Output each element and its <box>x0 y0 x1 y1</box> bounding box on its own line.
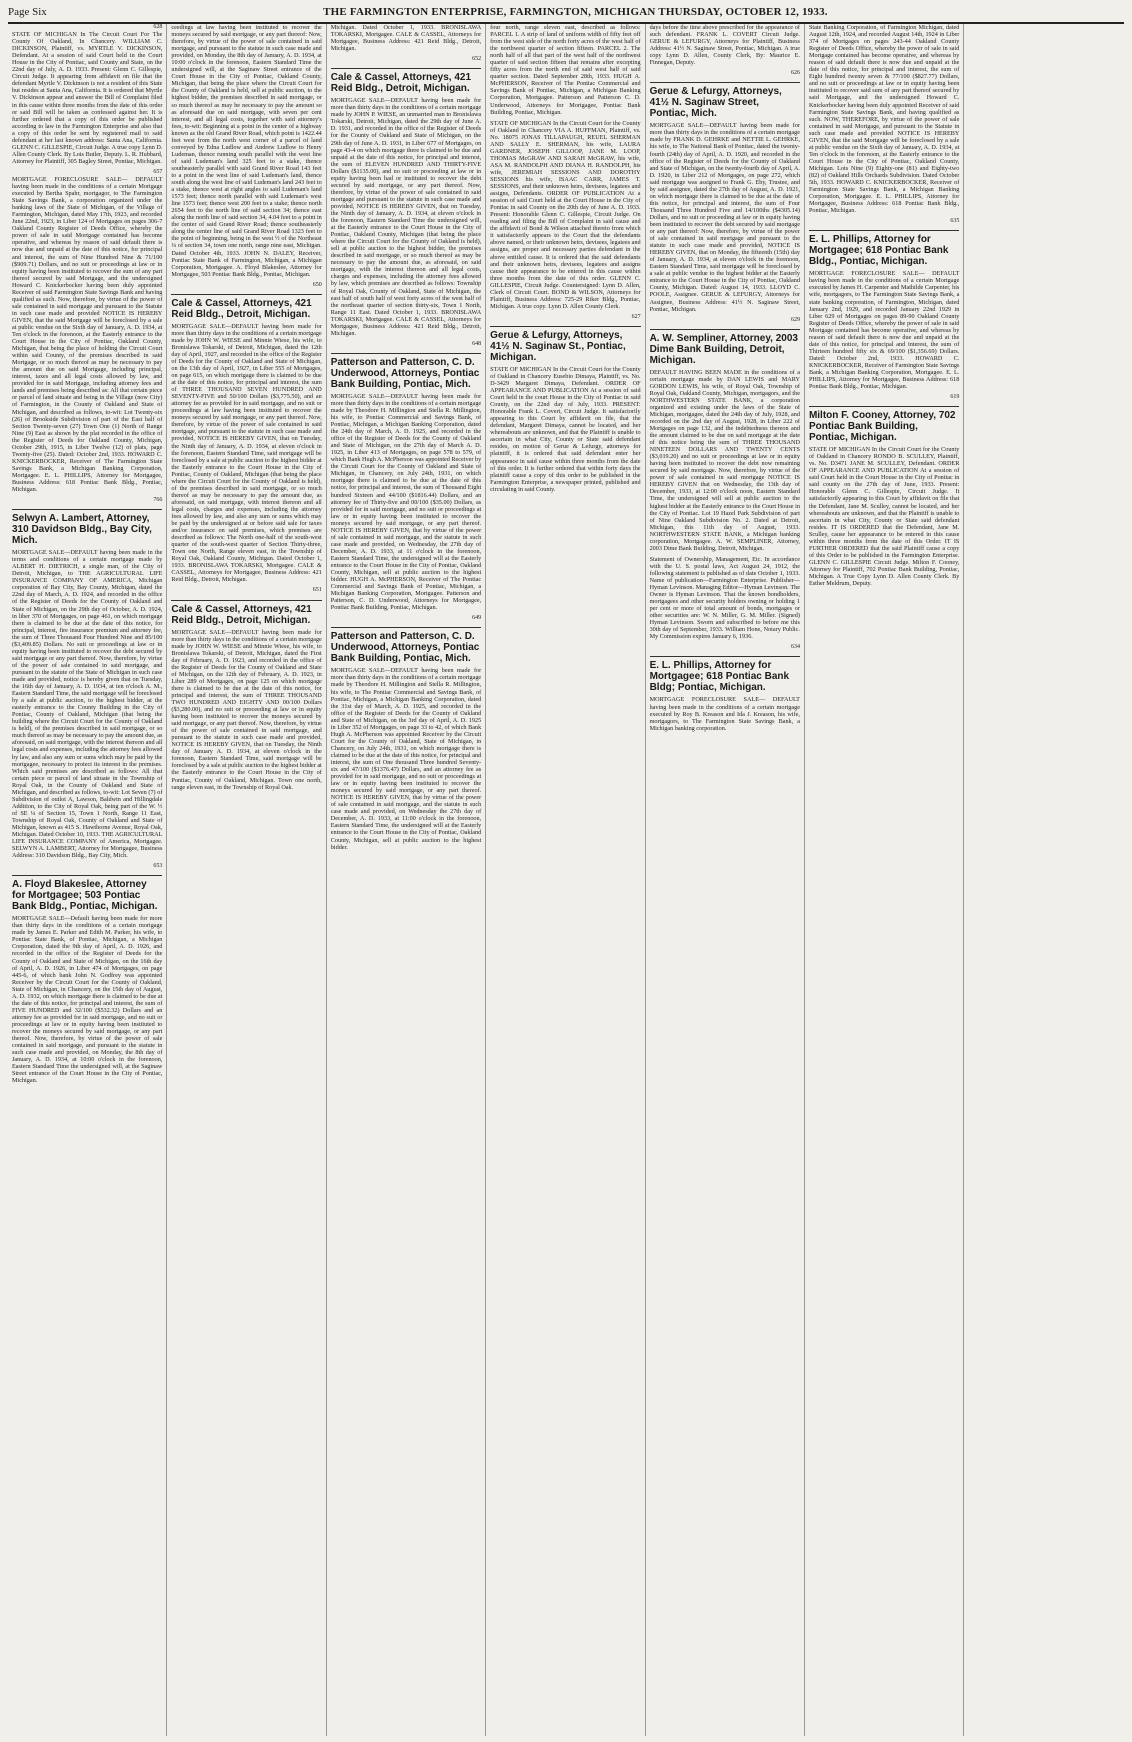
legal-notice <box>171 587 321 790</box>
notice-heading: Selwyn A. Lambert, Attorney, 310 Davidson Bldg., Bay City, Mich. <box>12 509 162 546</box>
notice-number: 626 <box>790 70 800 77</box>
notice-body: State Banking Corporation, of Farmington Michigan, dated August 12th, 1924, and recorded August 14th, 1924 in Liber 374 of Mortgages on pages 243-44 Oakland County Register of Deeds Office, whereby the power of sale in said Mortgage contained has become operative, and whereas by reason of said default there is now due and unpaid at the date of this notice, for principal and interest, the sum of Eight hundred twenty seven & 77/100 ($827.77) Dollars, and no suit or proceedings at law or in equity having been instituted to recover said sum of any part thereof secured by said Mortgage, and the undersigned Howard C. Knickerbocker having been duly appointed Receiver of said Farmington State Savings Bank, and having qualified as such. NOW, THEREFORE, by virtue of the power of sale contained in said Mortgage, and pursuant to the Statute in such case made and provided NOTICE IS HEREBY GIVEN, that the said Mortgage will be foreclosed by a sale at public vendue on the Sixth day of January, A. D. 1934, at Ten o'clock in the forenoon, at the Easterly entrance to the Court House in the City of Pontiac, Oakland County, Michigan. Lots Nine (9) Eighty-one (81) and Eighty-two (82) of Oakland Hills Orchards Subdivision. Dated October 5th, 1933. HOWARD C. KNICKERBOCKER, Receiver of Farmington State Savings Bank, a Michigan Banking Corporation, Mortgagee. E. L. PHILLIPS, Attorney for Mortgagee, Business Address: 618 Pontiac Bank Bldg., Pontiac, Michigan. <box>808 24 960 215</box>
notice-number: 651 <box>312 587 322 594</box>
notice-number: 653 <box>153 863 163 870</box>
legal-notice <box>12 497 162 859</box>
notice-number: 650 <box>312 281 322 288</box>
notice-body: MORTGAGE SALE—DEFAULT having been made for more than thirty days in the conditions of a certain mortgage made by Theodore H. Millington and Stella R. Millington, his wife, to The Pontiac Commercial and Savings Bank, of Pontiac, Michigan, a Michigan Banking Corporation, dated the 31st day of March, A. D. 1925, and recorded in the office of the Register of Deeds for the County of Oakland and State of Michigan, on the 3rd day of April, A. D. 1925 in Liber 352 of Mortgages, on page 33 to 42, of which Bank Hugh A. McPherson was appointed Receiver by the Circuit Court for the County of Oakland, State of Michigan, in Chancery, on July 24th, 1931, on which mortgage there is claimed to be due at the date of this notice, for principal and interest, the sum of One thousand Three hundred Seventy-six and 47/100 ($1376.47) Dollars, and an attorney fee as provided for in said mortgage, and no suit or proceedings at law or in equity having been instituted to recover the moneys secured by said mortgage, or any part thereof. NOTICE IS HEREBY GIVEN, that by virtue of the power of sale contained in said mortgage, and the statute in such case made and provided, on Wednesday the 27th day of December, A. D. 1933, at 11:00 o'clock in the forenoon, Eastern Standard Time, the undersigned will at the Easterly entrance to the Court House in the City of Pontiac, Oakland County, Michigan, sell at public auction to the highest bidder. <box>330 667 482 851</box>
legal-notice <box>12 863 162 1084</box>
legal-notice <box>171 282 321 584</box>
notice-body: MORTGAGE SALE—DEFAULT having been made for more than thirty days in the conditions of a certain mortgage made by Theodore H. Millington and Stella R. Millington, his wife, to Pontiac Commercial and Savings Bank, of Pontiac, Michigan, a Michigan Banking Corporation, dated the 24th day of March, A. D. 1925, and recorded in the office of the Register of Deeds for the County of Oakland and State of Michigan, on the 27th day of March A. D. 1925, in Liber 413 of Mortgages, on page 578 to 579, of which Bank Hugh A. McPherson was appointed Receiver by the Circuit Court for the County of Oakland and State of Michigan, in Chancery, on July 24th, 1931, on which mortgage there is claimed to be due at the date of this notice, for principal and interest, the sum of Thousand Eight hundred Sixteen and 44/100 ($1816.44) Dollars, and an attorney fee of Thirty-five and 00/100 ($35.00) Dollars, as provided for in said mortgage, and no suit or proceedings at law or in equity having been instituted to recover the moneys secured by said mortgage, or any part thereof. NOTICE IS HEREBY GIVEN, that by virtue of the power of sale contained in said mortgage, and the statute in such case made and provided, on Wednesday, the 27th day of December, A. D. 1933, at 11 o'clock in the forenoon, Eastern Standard Time, the undersigned will at the Easterly entrance to the Court House in the City of Pontiac, Oakland County, Michigan, sell at public auction to the highest bidder. HUGH A. McPHERSON, Receiver of The Pontiac Commercial and Savings Bank of Pontiac, Michigan, a Michigan Banking Corporation, Mortgagee. Patterson and Patterson, C. D. Underwood, Attorneys for Mortgagee, Pontiac Bank Building, Pontiac, Michigan. <box>330 392 482 612</box>
notice-body: Statement of Ownership, Management, Etc. In accordance with the U. S. postal laws, Act August 24, 1912, the following statement is published as of date October 1, 1933. Name of publication—Farmington Enterprise. Publisher—Hyman Levinson. Managing Editor—Hyman Levinson. The Owner is Hyman Levinson. That the known bondholders, mortgagees and other security holders owning or holding 1 per cent or more of total amount of bonds, mortgages or other securities are: W. N. Miller, G. M. Miller. (Signed) Hyman Levinson. Sworn and subscribed to before me this 30th day of September, 1933. William Hone, Notary Public. My Commission expires January 6, 1936. <box>649 555 800 641</box>
notice-body: days before the time above prescribed for the appearance of such defendant. FRANK L. COVERT Circuit Judge. GERUE & LEFURGY, Attorneys for Plaintiff, Business Address: 41½ N. Saginaw Street, Pontiac, Michigan. A true copy Lynn D. Allen, County Clerk, By: Maurice E. Finnegan, Deputy. <box>649 24 800 67</box>
legal-notice <box>809 24 959 214</box>
notice-body: MORTGAGE SALE—DEFAULT having been made for more than thirty days in the conditions of a certain mortgage made by JOHN P. WIESE, an unmarried man to Bronislawa Tokarski, Detroit, Michigan, dated the 29th day of June A. D. 1931, and recorded in the office of the Register of Deeds for the County of Oakland and State of Michigan, on the 29th day of June A. D. 1931, in Liber 677 of Mortgages, on page 43-4 on which mortgage there is claimed to be due and unpaid at the date of this notice, for principal and interest, the sum of ELEVEN HUNDRED AND THIRTY-FIVE Dollars ($1135.00), and no suit or proceeding at law or in equity having been had or instituted to recover the debt secured by said mortgage, or any part thereof. Now, therefore, by virtue of the power of sale contained in said mortgage and pursuant to the statute in such case made and provided, NOTICE IS HEREBY GIVEN, that on Tuesday, the Ninth day of January, A. D. 1934, at eleven o'clock in the forenoon, Eastern Standard Time the undersigned will, at the Easterly entrance to the Court House in the City of Pontiac, Oakland County, Michigan (that being the place where the Circuit Court for the County of Oakland is held), sell at public auction to the highest bidder, the premises described in said mortgage, or so much thereof as may be necessary to pay the amount due, as aforesaid, on said mortgage, with the interest thereon and all legal costs, charges and expenses, including the attorney fees allowed by law, which premises are described as follows: Township of Royal Oak, County of Oakland, State of Michigan, the east half of south half of west forty acres of the west half of the northeast quarter of section thirty-six, Town 1 North, Range 11 East. Dated October 1, 1933. BRONISLAWA TOKARSKI, Mortgagee. CALE & CASSEL, Attorneys for Mortgagee, Business Address: 421 Reid Bldg., Detroit, Michigan. <box>330 97 482 337</box>
notice-body: MORTGAGE FORECLOSURE SALE— DEFAULT having been made in the conditions of a certain Mortgage executed by Bertha Spahr, mortgagor, to The Farmington State Savings Bank, a corporation organized under the banking laws of the State of Michigan, of the Village of Farmington, Michigan, dated May 17th, 1923, and recorded June 22nd, 1923, in Liber 124 of Mortgages on pages 306-7 Oakland County Register of Deeds Office, whereby the power of sale in said Mortgage contained has become operative, and whereas by reason of said default there is now due and unpaid at the date of this notice, for principal and interest, the sum of Nine Hundred Nine & 71/100 ($909.71) Dollars, and no suit or proceedings at law or in equity having been instituted to recover the sum of any part thereof secured by said Mortgage, and the undersigned Howard C. Knickerbocker having been duly appointed Receiver of said Farmington State Savings Bank and having qualified as such. Now, therefore, by virtue of the power of sale contained in said mortgage and pursuant to the Statute in such case made and provided NOTICE IS HEREBY GIVEN, that the said Mortgage will be foreclosed by a sale at public vendue on the Sixth day of January, A. D. 1934, at Ten o'clock in the forenoon, at the Easterly entrance to the Court House in the City of Pontiac, Oakland County, Michigan, that being the place of holding the Circuit Court within said County, of the premises described in said Mortgage, or so much thereof as may be necessary to pay the amount due on said Mortgage, including principal, interest, taxes and all legal costs allowed by law, and provided for in said Mortgage, including attorney fees and lands and premises being described as: All that certain piece or parcel of land situate and being in the Village (now City) of Farmington, in the County of Oakland and State of Michigan, and described as follows, to-wit: Lot Twenty-six (26) of Brookside Subdivision of part of the East half of Section Twenty-seven (27) Town One (1) North of Range Nine (9) East as shown by the plat recorded in the office of the Register of Deeds for Oakland County, Michigan, October 29th, 1915, in Liber Twelve (12) of plats, page Twenty-five (25). Dated: October 2nd, 1933. HOWARD C. KNICKERBOCKER, Receiver of The Farmington State Savings Bank, a Michigan Banking Corporation, Mortgagee. E. L. PHILLIPS, Attorney for Mortgagee, Business Address: 618 Pontiac Bank Bldg., Pontiac, Michigan. <box>12 175 163 494</box>
notice-heading: Cale & Cassel, Attorneys, 421 Reid Bldg., Detroit, Michigan. <box>171 294 321 320</box>
notice-heading: E. L. Phillips, Attorney for Mortgagee; 618 Pontiac Bank Bldg., Pontiac, Michigan. <box>809 230 959 267</box>
notice-heading: Milton F. Cooney, Attorney, 702 Pontiac Bank Building, Pontiac, Michigan. <box>809 406 959 443</box>
legal-notice <box>490 120 640 310</box>
notice-number: 652 <box>472 56 482 63</box>
notice-number: 634 <box>790 644 800 651</box>
notice-body: MORTGAGE SALE—Default having been made for more than thirty days in the conditions of a certain mortgage made by James E. Parker and Edith M. Parker, his wife, to Pontiac State Bank, of Pontiac, Michigan, a Michigan Corporation, dated the 9th day of April, A. D. 1926, and recorded in the office of the Register of Deeds for the County of Oakland and State of Michigan, on the 16th day of April, A. D. 1926, in Liber 474 of Mortgages, on page 445-6, of which bank John N. Godfrey was appointed Receiver by the Circuit Court for the County of Oakland, State of Michigan, in Chancery, on the 15th day of August, A. D. 1932, on which mortgage there is claimed to be due at the date of this notice, for principal and interest, the sum of FIVE HUNDRED and 32/100 ($532.32) Dollars and an attorney fee as provided for in said mortgage, and no suit or proceedings at law or in equity having been instituted to recover the moneys secured by said mortgage, or any part thereof. Now, therefore, by virtue of the power of sale contained in said mortgage, and pursuant to the statute in such case made and provided, on Monday, the 8th day of January, A. D. 1934, at 10:00 o'clock in the forenoon, Eastern Standard Time the undersigned will, at the Saginaw Street entrance of the Court House in the City of Pontiac, Michigan. <box>12 915 163 1085</box>
legal-notice <box>12 24 162 165</box>
notice-number: 627 <box>631 313 641 320</box>
legal-notice <box>490 314 640 493</box>
notice-number: 648 <box>472 340 482 347</box>
notice-body: STATE OF MICHIGAN In the Circuit Court for the County of Oakland in Chancery VIA A. HUFFMAN, Plaintiff, vs. No. 18075 JONAS TILLAPAUGH, REUEL SHERMAN AND SALLY E. SHERMAN, his wife, LAURA GARDNER, JOSEPH GILLOOP, JANE M. LOOP, THOMAS McGRAW AND SARAH McGRAW, his wife, ASA M. RANDOLPH AND DIANA H. RANDOLPH, his wife, JEREMIAH SESSIONS AND DOROTHY SESSIONS his wife, ISAAC CARR, JAMES T. SESSIONS, and their unknown heirs, devisees, legatees and assigns, Defendants. ORDER OF PUBLICATION At a session of said Court held at the Court House in the City of Pontiac in said County on the 20th day of June A. D. 1933. Present: Honorable Glenn C. Gillespie, Circuit Judge. On reading and filing the Bill of Complaint in said cause and the affidavit of Bond & Wilson attached thereto from which it satisfactorily appears to the Court that the defendants above named, or their unknown heirs, devisees, legatees and assigns, are proper and necessary parties defendant in the above entitled cause. It is ordered that the said defendants and their unknown heirs, devisees, legatees and assigns cause their appearance to be entered in this cause within three months from the date of this order. GLENN C. GILLESPIE, Circuit Judge. Countersigned: Lynn D. Allen, Clerk of Circuit Court. BOND & WILSON, Attorneys for Plaintiff, Business Address: 725-29 Riker Bldg., Pontiac, Michigan. A true copy. Lynn D. Allen County Clerk. <box>490 119 641 310</box>
legal-notice <box>650 24 800 66</box>
notice-number: 629 <box>790 316 800 323</box>
notice-number: 628 <box>153 24 163 30</box>
masthead <box>8 6 1124 24</box>
legal-notice <box>650 556 800 641</box>
notice-body: Michigan. Dated October 1, 1933. BRONISLAWA TOKARSKI, Mortgagee. CALE & CASSEL, Attorneys for Mortgagee, Business Address: 421 Reid Bldg., Detroit, Michigan. <box>330 24 482 53</box>
notice-heading: Cale & Cassel, Attorneys, 421 Reid Bldg., Detroit, Michigan. <box>171 600 321 626</box>
column-5 <box>646 24 805 1736</box>
newspaper-title: THE FARMINGTON ENTERPRISE, FARMINGTON, MICHIGAN THURSDAY, OCTOBER 12, 1933. <box>323 6 828 18</box>
legal-notice <box>809 218 959 390</box>
notice-body: DEFAULT HAVING BEEN MADE in the conditions of a certain mortgage made by DAN LEWIS and MARY GORDON LEWIS, his wife, of Royal Oak, Township of Royal Oak, Oakland County, Michigan, mortgagors, and the NORTHWESTERN STATE BANK, a corporation organized and existing under the laws of the State of Michigan, mortgagee, dated the 24th day of July, 1928, and recorded on the 2nd day of August, 1928, in Liber 222 of Mortgages on page 132, and the indebtedness thereon and the amount claimed to be due on said mortgage at the date of this notice being the sum of THREE THOUSAND NINETEEN DOLLARS AND TWENTY CENTS ($3,019.20) and no suit or proceedings at law or in equity having been instituted to recover the debt now remaining secured by said mortgage. Now, therefore, by virtue of the power of sale contained in said mortgage NOTICE IS HEREBY GIVEN that on Wednesday, the 13th day of December, 1933, at 12:00 o'clock noon, Eastern Standard Time, the undersigned will sell at public auction to the highest bidder at the Easterly entrance to the Court House in the City of Pontiac. Lot 19 Hazel Park Subdivision of part of Nine Oakland Subdivision No. 2. Dated at Detroit, Michigan, this 11th day of August, 1933. NORTHWESTERN STATE BANK, a Michigan banking corporation, Mortgagee. A. W. SEMPLINER, Attorney, 2003 Dime Bank Building, Detroit, Michigan. <box>649 368 800 552</box>
legal-notices-columns <box>8 24 1124 1736</box>
notice-body: MORTGAGE SALE—DEFAULT having been made for more than thirty days in the conditions of a certain mortgage made by JOHN W. WIESE and Minnie Wiese, his wife, to Bronislawa Tokarski, of Detroit, Michigan, dated the First day of February, A. D. 1923, and recorded in the office of the Register of Deeds for the County of Oakland and State of Michigan, on the 12th day of February, A. D. 1923, in Liber 289 of Mortgages, on page 125 on which mortgage there is claimed to be due at the date of this notice, for principal and interest, the sum of THREE THOUSAND TWO HUNDRED AND EIGHTY AND 00/100 Dollars ($3,280.00), and no suit or proceeding at law or in equity having been instituted to recover the moneys secured by said mortgage, or any part thereof. Now, therefore, by virtue of the power of sale contained in said mortgage, and pursuant to the statute in such case made and provided, NOTICE IS HEREBY GIVEN, that on Tuesday, the Ninth day of January A. D. 1934, at eleven o'clock in the forenoon, Eastern Standard Time, said mortgage will be foreclosed by a sale at public auction to the highest bidder at the Easterly entrance to the Court House in the City of Pontiac, County of Oakland, Michigan. Town one north, range eleven east, in the Township of Royal Oak. <box>171 628 322 791</box>
notice-body: MORTGAGE SALE—DEFAULT having been made in the terms and conditions of a certain mortgage made by ALBERT H. DIETRICH, a single man, of the City of Detroit, Michigan, to THE AGRICULTURAL LIFE INSURANCE COMPANY OF AMERICA, Michigan corporation of Bay City, Bay County, Michigan, dated the 22nd day of March, A. D. 1924, and recorded in the office of the Register of Deeds for the County of Oakland and State of Michigan, on the 29th day of October, A. D. 1924, in liber 370 of Mortgages, on page 461, on which mortgage there is claimed to be due at the date of this notice, for principal, interest, fire insurance premium and attorney fee, the sum of Three Thousand Four Hundred Nine and 85/100 ($3,409.85) Dollars. No suit or proceedings at law or in equity having been instituted to recover the debt secured by said mortgage or any part thereof. Now, therefore, by virtue of the power of sale contained in said mortgage, and pursuant to the statute of the State of Michigan in such case made and provided, notice is hereby given that on Tuesday, the 16th day of January, A. D. 1934, at ten o'clock A. M., Eastern Standard Time, the said mortgage will be foreclosed by a sale at public auction, to the highest bidder, at the easterly entrance to the County Building in the City of Pontiac, County of Oakland, Michigan (that being the building where the Circuit Court for the County of Oakland is held), of the premises described in said mortgage, or so much thereof as may be necessary to pay the amount due, as aforesaid, on said mortgage, with the interest thereon and all legal costs and expenses, including the attorney fees allowed by law, and also any sum or sums which may be paid by the mortgagee, necessary to protect its interest in the premises. Which said premises are described as follows: All that certain piece or parcel of land situate in the Township of Royal Oak, in the County of Oakland and State of Michigan, and described as follows, to-wit: Lot Seven (7) of Subdivision of outlot A, Lawson, Baldwin and Hillingdale Addition, to the City of Royal Oak, being part of the W. ½ of SE ¼ of Section 15, Town 1 North, Range 11 East, Township of Royal Oak, County of Oakland and State of Michigan, known as 415 S. Hawthorne Avenue, Royal Oak, Michigan. Dated October 10, 1933. THE AGRICULTURAL LIFE INSURANCE COMPANY of America, Mortgagee. SELWYN A. LAMBERT, Attorney for Mortgagee, Business Address: 310 Davidson Bldg., Bay City, Mich. <box>12 549 163 860</box>
legal-notice <box>490 24 640 116</box>
column-4 <box>486 24 645 1736</box>
legal-notice <box>171 24 321 278</box>
column-1 <box>8 24 167 1736</box>
notice-heading: Gerue & Lefurgy, Attorneys, 41½ N. Saginaw St., Pontiac, Michigan. <box>490 326 640 363</box>
legal-notice <box>650 317 800 552</box>
notice-heading: Patterson and Patterson, C. D. Underwood, Attorneys, Pontiac Bank Building, Pontiac, Mich. <box>331 627 481 664</box>
notice-body: STATE OF MICHIGAN In the Circuit Court for the County of Oakland in Chancery RONDO B. SCULLEY, Plaintiff, vs. No. D3471 JANE M. SCULLEY, Defendant. ORDER OF APPEARANCE AND PUBLICATION At a session of said Court held in the Court House in the City of Pontiac in said county on the 27th day of June, 1933. Present: Honorable Glenn C. Gillespie, Circuit Judge. It satisfactorily appearing to this Court by affidavit on file that the Defendant, Jane M. Sculley, cannot be located, and her whereabouts are unknown, and that the Plaintiff is unable to ascertain in what City, County or State said defendant resides. IT IS ORDERED that the Defendant, Jane M. Sculley, cause her appearance to be entered in this cause within three months from the date of this Order. IT IS FURTHER ORDERED that the said Plaintiff cause a copy of this Order to be published in the Farmington Enterprise. GLENN C. GILLESPIE Circuit Judge. Milton F. Cooney, Attorney for Plaintiff, 702 Pontiac Bank Building, Pontiac, Michigan. A True Copy Lynn D. Allen County Clerk. By Esther Meldrum, Deputy. <box>808 446 960 588</box>
page-number: Page Six <box>8 6 47 18</box>
column-7 <box>964 24 1123 1736</box>
column-6 <box>805 24 964 1736</box>
notice-number: 619 <box>950 394 960 401</box>
notice-heading: Cale & Cassel, Attorneys, 421 Reid Bldg., Detroit, Michigan. <box>331 68 481 94</box>
legal-notice <box>12 169 162 493</box>
notice-body: ceedings at law having been instituted to recover the moneys secured by said mortgage, or any part thereof: Now, therefore, by virtue of the power of sale contained in said mortgage, and pursuant to the statute in such case made and provided, on Monday, the 8th day of January, A. D. 1934, at 10:00 o'clock in the forenoon, Eastern Standard Time the undersigned will, at the Saginaw Street entrance of the Court House in the City of Pontiac, Oakland County, Michigan, that being the place where the Circuit Court for the County of Oakland is held, sell at public auction, to the highest bidder, the premises described in said mortgage, or so much thereof as may be necessary to pay the amount so as aforesaid due on said mortgage, with seven per cent interest, and all legal costs, together with said attorney's fees, to-wit: Beginning at a point in the center of a highway known as the old Grand River Road, which point is 1422.44 feet west from the north west corner of a parcel of land conveyed by Edna Ludlow and Andrew Ludlow to Henry Ludeman, thence running south parallel with the west line of said Ludeman's land 325 feet to a stake, thence southeasterly parallel with said Grand River Road 143 feet to a point in the west line of said Ludeman's land, thence south along the west line of said Ludeman's land 243 feet to a stake, thence west at right angles to said Ludeman's land 1573 feet; thence north parallel with said Ludeman's west line 1573 feet; thence west 200 feet to a stake; thence north 2654 feet to the north line of said section 34; thence east along the north line of said section 34, 4.04 feet to a point in the center of said Grand River Road; thence southeasterly along the center line of said Grand River Road 1323 feet to the point of beginning, being in the west ½ of the Northeast ¼ of section 34, town one north, range nine east, Michigan. Dated October 4th, 1933. JOHN N. DALEY, Receiver, Pontiac State Bank of Farmington, Michigan, a Michigan Corporation, Mortgagee. A. Floyd Blakeslee, Attorney for Mortgagee, 503 Pontiac Bank Bldg., Pontiac, Michigan. <box>171 24 322 278</box>
notice-body: MORTGAGE SALE—DEFAULT having been made for more than thirty days in the conditions of a certain mortgage made by FRANK D. GEHRKE and NETTIE L. GEHRKE, his wife, to The National Bank of Pontiac, dated the twenty-fourth (24th) day of April, A. D. 1920, and recorded in the office of the Register of Deeds for the County of Oakland and State of Michigan, on the twenty-fourth day of April, A. D. 1920, in Liber 212 of Mortgages, on page 272, which said mortgage was assigned to Frank G. Eby, Trustee, and by said assignee, dated the 27th day of August, A. D. 1921, on which mortgage there is claimed to be due at the date of this notice, for principal and interest, the sum of Four Thousand Three Hundred Five and 14/100ths ($4305.14) Dollars, and no suit or proceeding at law or in equity having been instituted to recover the debt secured by said mortgage or any part thereof: Now, therefore, by virtue of the power of sale contained in said mortgage and pursuant to the statute in such case made and provided, NOTICE IS HEREBY GIVEN, that on Monday, the fifteenth (15th) day of January, A. D. 1934, at eleven o'clock in the forenoon, Eastern Standard Time, said mortgage will be foreclosed by a sale at public vendue to the highest bidder at the Easterly entrance to the Court House in the City of Pontiac, Oakland County, Michigan. Dated: August 14, 1933. LLOYD C. POOLE, Assignee. GERUE & LEFURGY, Attorneys for Assignee, Business Address: 41½ N. Saginaw Street, Pontiac, Michigan. <box>649 122 800 313</box>
column-3 <box>327 24 486 1736</box>
legal-notice <box>650 644 800 731</box>
legal-notice <box>331 24 481 52</box>
legal-notice <box>650 70 800 312</box>
legal-notice <box>331 56 481 337</box>
column-2 <box>167 24 326 1736</box>
legal-notice <box>331 341 481 612</box>
notice-heading: A. W. Sempliner, Attorney, 2003 Dime Bank Building, Detroit, Michigan. <box>650 329 800 366</box>
notice-number: 649 <box>472 615 482 622</box>
notice-body: MORTGAGE FORECLOSURE SALE— DEFAULT having been made in the conditions of a certain mortgage executed by Roy B. Kreason and Ida J. Kreason, his wife, mortgagors, to The Farmington State Savings Bank, a Michigan banking corporation. <box>649 696 800 732</box>
legal-notice <box>809 394 959 587</box>
notice-heading: Patterson and Patterson, C. D. Underwood, Attorneys, Pontiac Bank Building, Pontiac, Mich. <box>331 353 481 390</box>
notice-body: STATE OF MICHIGAN In The Circuit Court For The County Of Oakland, In Chancery. WILLIAM C. DICKINSON, Plaintiff, vs. MYRTLE V. DICKINSON, Defendant. At a session of said Court held in the Court House in the City of Pontiac, said County and State, on the 22nd day of July, A. D. 1933. Present: Glenn C. Gillespie, Circuit Judge. It appearing from affidavit on file that the defendant Myrtle V. Dickinson is not a resident of this State but resides at Santa Ana, California. It is ordered that Myrtle V. Dickinson appear and answer the Bill of Complaint filed in this cause within three months from the date of this order or said Bill will be taken as confessed against her. It is further ordered that a copy of this order be published according to law in the Farmington Enterprise and also that a copy of this order be sent by registered mail to said defendant at her last known address: Santa Ana, California. GLENN C. GILLESPIE, Circuit Judge. A true copy Lynn D. Allen County Clerk. By Lois Butler, Deputy. L. R. Hubbard, Attorney for Plaintiff, 305 Bagley Street, Pontiac, Michigan. <box>12 31 163 165</box>
legal-notice <box>331 615 481 850</box>
notice-heading: E. L. Phillips, Attorney for Mortgagee; 618 Pontiac Bank Bldg; Pontiac, Michigan. <box>650 656 800 693</box>
notice-body: MORTGAGE SALE—DEFAULT having been made for more than thirty days in the conditions of a certain mortgage made by JOHN W. WIESE and Minnie Wiese, his wife, to Bronislawa Tokarski, of Detroit, Michigan, dated the 12th day of April, 1927, and recorded in the office of the Register of Deeds for the County of Oakland and State of Michigan, on the 13th day of April, 1927, in Liber 555 of Mortgages, on page 615, on which mortgage there is claimed to be due at the date of this notice, for principal and interest, the sum of THREE THOUSAND SEVEN HUNDRED AND SEVENTY-FIVE and 50/100 Dollars ($3,775.50), and an attorney fee as provided for in said mortgage, and no suit or proceedings at law having been instituted to recover the moneys secured by said mortgage, or any part thereof. Now, therefore, by virtue of the power of sale contained in said mortgage, and pursuant to the statute in such case made and provided, NOTICE IS HEREBY GIVEN, that on Tuesday, the Ninth day of January, A. D. 1934, at eleven o'clock in the forenoon, Eastern Standard Time, said mortgage will be foreclosed by a sale at public auction to the highest bidder at the Easterly entrance to the Court House in the City of Pontiac, County of Oakland, Michigan (that being the place where the Circuit Court for the County of Oakland is held), of the premises described in said mortgage, or so much thereof as may be necessary to pay the amount due, as aforesaid, on said mortgage, with interest thereon and all legal costs, charges and expenses, including the attorney fees allowed by law, and also any sum or sums which may be paid by the undersigned at or before said sale for taxes and/or insurance on said premises, which premises are described as follows: The North one-half of the south-west quarter of the south-west quarter of Section Thirty-three, Town one North, Range eleven east, in the Township of Royal Oak, Oakland County, Michigan. Dated October 1, 1933. BRONISLAWA TOKARSKI, Mortgagee. CALE & CASSEL, Attorneys for Mortgagee, Business Address: 421 Reid Bldg., Detroit, Michigan. <box>171 322 322 584</box>
notice-body: four north, range eleven east, described as follows: PARCEL 1. A strip of land of uniform width of fifty feet off from the west side of the north forty acres of the west half of the northwest quarter of section fifteen. PARCEL 2. The north half of all that part of the west half of the northwest quarter of said section fifteen that remains after excepting fifty acres from the north end of said west half of said quarter section. Dated September 28th, 1933. HUGH A. McPHERSON, Receiver of The Pontiac Commercial and Savings Bank of Pontiac, Michigan, a Michigan Banking Corporation, Mortgagee. Patterson and Patterson C. D. Underwood, Attorneys for Mortgagee, Pontiac Bank Building, Pontiac, Michigan. <box>490 24 641 116</box>
notice-number: 657 <box>153 168 163 175</box>
notice-heading: Gerue & Lefurgy, Attorneys, 41½ N. Saginaw Street, Pontiac, Mich. <box>650 82 800 119</box>
notice-number: 766 <box>153 497 163 504</box>
notice-heading: A. Floyd Blakeslee, Attorney for Mortgagee; 503 Pontiac Bank Bldg., Pontiac, Michigan. <box>12 875 162 912</box>
notice-body: MORTGAGE FORECLOSURE SALE— DEFAULT having been made in the conditions of a certain Mortgage executed by James H. Carpenter and Mathilde Carpenter, his wife, mortgagors, to The Farmington State Savings Bank, a state banking corporation, of Farmington, Michigan, dated January 2nd, 1929, and recorded January 22nd 1929 in Liber 629 of Mortgages on pages 89-90 Oakland County Register of Deeds Office, whereby the power of sale in said Mortgage contained has become operative, and whereas by reason of said default there is now due and unpaid at the date of this notice, for principal and interest, the sum of Thirteen hundred fifty six & 69/100 ($1,356.69) Dollars. Dated: October 2nd, 1933. HOWARD C. KNICKERBOCKER, Receiver of Farmington State Savings Bank, a Michigan Banking Corporation, Mortgagee. E. L. PHILLIPS, Attorney for Mortgagee, Business Address: 618 Pontiac Bank Bldg., Pontiac, Michigan. <box>808 270 960 391</box>
notice-number: 635 <box>950 218 960 225</box>
notice-body: STATE OF MICHIGAN In the Circuit Court for the County of Oakland in Chancery Eusebio Dimaya, Plaintiff, vs. No. D-3429 Margaret Dimaya, Defendant. ORDER OF APPEARANCE AND PUBLICATION At a session of said Court held in the court House in the City of Pontiac in said County, on the 22nd day of July, 1933. PRESENT: Honorable Frank L. Covert, Circuit Judge. It satisfactorily appearing to this Court by affidavit on file, that the defendant, Margaret Dimaya, cannot be located, and her whereabouts are unknown, and that the Plaintiff is unable to ascertain in what City, County or State said defendant resides, on motion of Gerue & Lefurgy, attorneys for plaintiff, it is ordered that said defendant enter her appearance in said cause within three months from the date of this order. It is further ordered that within forty days the plaintiff cause a copy of this order to be published in the Farmington Enterprise, a newspaper printed, published and circulating in said County. <box>490 365 641 493</box>
